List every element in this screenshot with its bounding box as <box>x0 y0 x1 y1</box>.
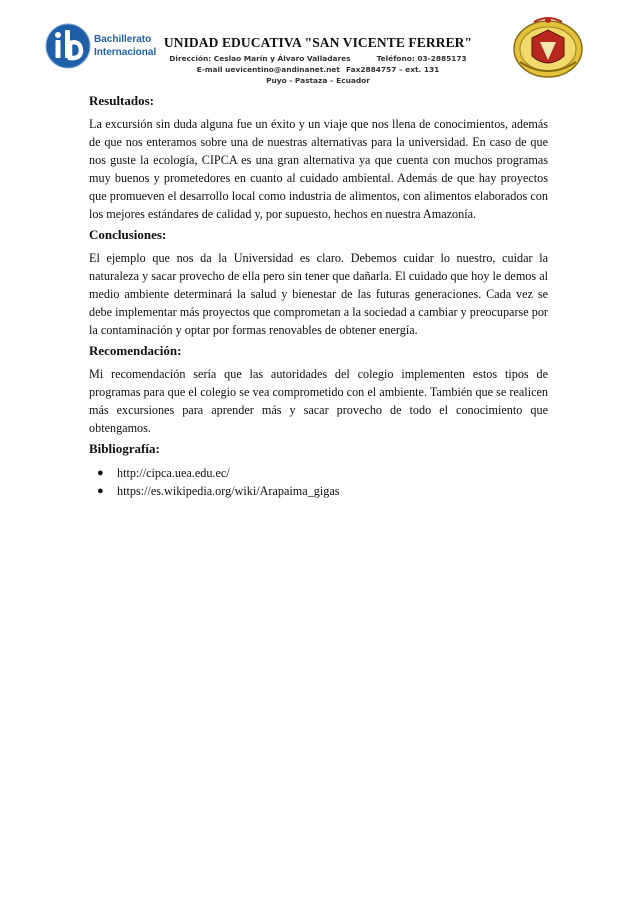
bullet-icon: ● <box>97 485 104 497</box>
resultados-paragraph: La excursión sin duda alguna fue un éxito y un viaje que nos llena de conocimientos, además de que nos enteramos sobre una de nuestras alternativas para la universidad. En caso de que nos guste la ecología, CIPCA es una gran alternativa ya que cuenta con muchos programas muy buenos y prometedores en cuanto al cuidado ambiental. Además de que hay proyectos que promueven el desarrollo local como industria de alimentos, con alimentos elaborados con los mejores estándares de calidad y, por supuesto, hechos en nuestra Amazonía. <box>89 117 548 221</box>
bibliografia-heading: Bibliografía: <box>89 441 160 456</box>
header-location-line: Puyo - Pastaza – Ecuador <box>266 76 370 85</box>
resultados-heading: Resultados: <box>89 93 155 108</box>
email-text: E-mail uevicentino@andinanet.net <box>196 65 340 74</box>
logo-text-line1: Bachillerato <box>94 34 152 45</box>
school-crest <box>510 12 586 82</box>
conclusiones-paragraph: El ejemplo que nos da la Universidad es claro. Debemos cuidar lo nuestro, cuidar la naturaleza y sacar provecho de ella pero sin tener que dañarla. El cuidado que hoy le demos al medio ambiente determinará la salud y bienestar de las futuras generaciones. Cada vez se debe implementar más proyectos que comprometan a la sociedad a cambiar y preocuparse por la contaminación y optar por formas renovables de obtener energía. <box>89 251 548 337</box>
header-contact-line <box>140 65 496 74</box>
document-body <box>89 92 548 500</box>
fax-text: Fax2884757 – ext. 131 <box>345 65 440 74</box>
bibliography-link[interactable]: http://cipca.uea.edu.ec/ <box>117 466 230 480</box>
phone-text: Teléfono: 03-2885173 <box>376 54 467 63</box>
bibliography-item <box>89 464 548 482</box>
bullet-icon: ● <box>97 467 104 479</box>
address-text: Dirección: Ceslao Marín y Álvaro Valladares <box>169 54 351 63</box>
conclusiones-heading: Conclusiones: <box>89 227 167 242</box>
header-address-line <box>140 54 496 63</box>
crest-emblem <box>510 12 586 82</box>
bibliography-item <box>89 482 548 500</box>
logo-text-line2: Internacional <box>94 47 156 58</box>
school-name: UNIDAD EDUCATIVA "SAN VICENTE FERRER" <box>163 35 473 50</box>
bibliography-link[interactable]: https://es.wikipedia.org/wiki/Arapaima_gigas <box>117 484 340 498</box>
recomendacion-heading: Recomendación: <box>89 343 182 358</box>
recomendacion-paragraph: Mi recomendación sería que las autoridades del colegio implementen estos tipos de programas para que el colegio se vea comprometido con el ambiente. También que se realicen más excursiones para aprender más y sacar provecho de todo el conocimiento que obtengamos. <box>89 367 548 435</box>
bibliography-list <box>89 464 548 500</box>
